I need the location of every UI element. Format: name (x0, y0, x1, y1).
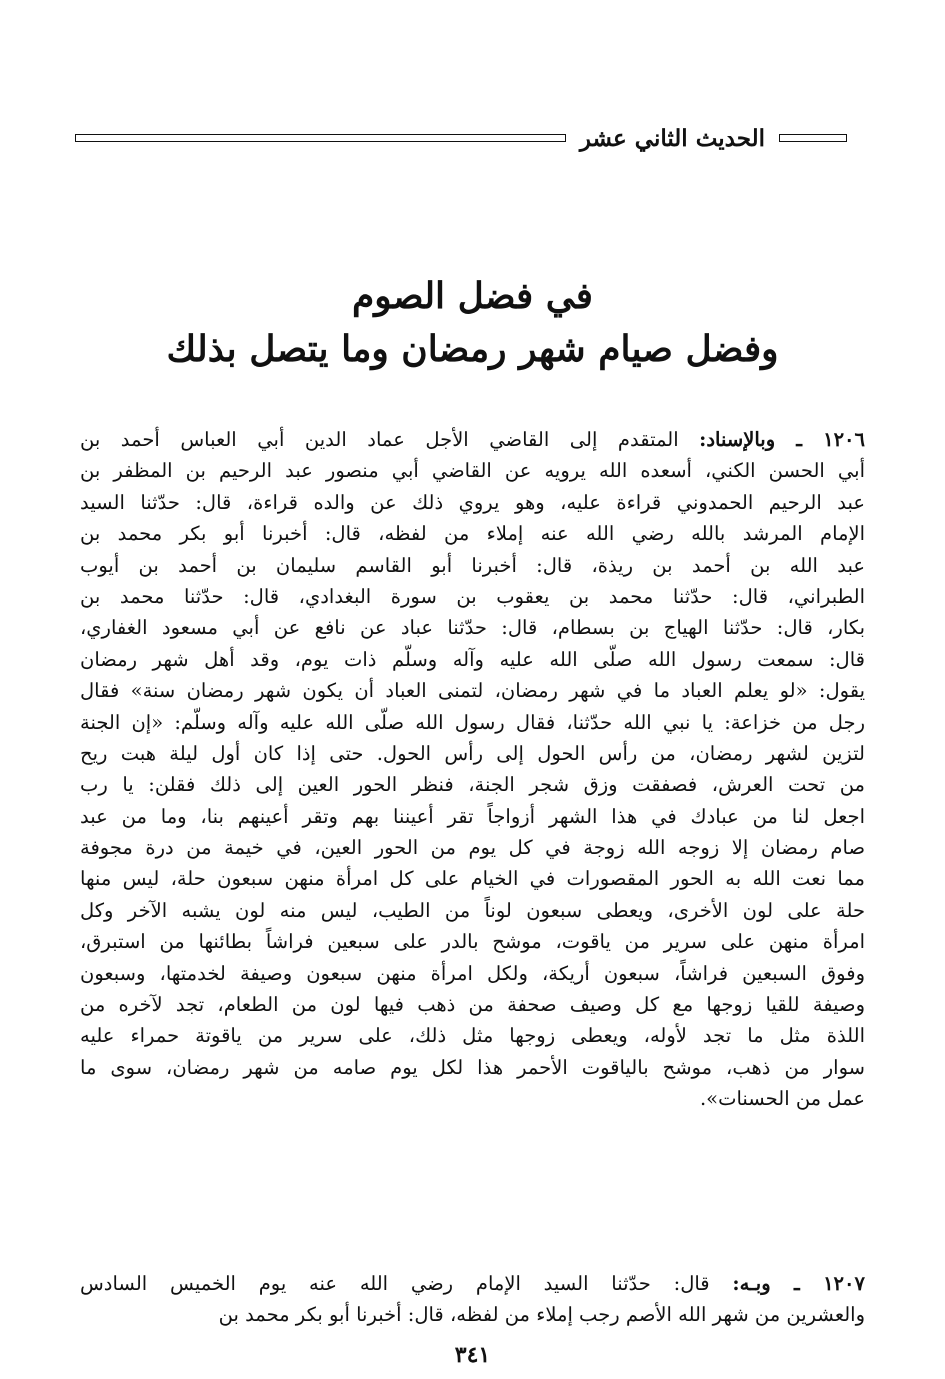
line-text: حلة على لون الأخرى، ويعطى سبعون لوناً من الطيب، ليس منه لون يشبه الآخر وكل (80, 898, 865, 922)
line-text: عبد الرحيم الحمدوني قراءة عليه، وهو يروي ذلك عن والده قراءة، قال: حدّثنا السيد (80, 490, 865, 514)
chapter-title-line-2: وفضل صيام شهر رمضان وما يتصل بذلك (166, 328, 779, 370)
text-line (80, 1083, 865, 1114)
line-text: قال: سمعت رسول الله صلّى الله عليه وآله وسلّم ذات يوم، وقد أهل شهر رمضان (80, 647, 865, 671)
header-rule-right (779, 134, 847, 142)
text-line (80, 1020, 865, 1051)
text-line (80, 769, 865, 800)
running-head-title: الحديث الثاني عشر (579, 124, 765, 152)
line-text: لتزين لشهر رمضان، من رأس الحول إلى رأس الحول. حتى إذا كان أول ليلة هبت ريح (80, 741, 865, 765)
text-line (80, 707, 865, 738)
text-line (80, 989, 865, 1020)
text-line (80, 832, 865, 863)
line-text: عمل من الحسنات». (699, 1087, 865, 1111)
text-line (80, 895, 865, 926)
text-line (80, 424, 865, 455)
line-text: الطبراني، قال: حدّثنا محمد بن يعقوب بن سورة البغدادي، قال: حدّثنا محمد بن (80, 584, 865, 608)
line-text: صام رمضان إلا زوجه الله زوجة في كل يوم من الحور العين، في خيمة من درة مجوفة (80, 836, 865, 860)
line-text: من تحت العرش، فصفقت وزق شجر الجنة، فنظر الحور العين إلى ذلك فقلن: يا رب (80, 773, 865, 797)
text-line (80, 1052, 865, 1083)
line-text: عبد الله بن أحمد بن ريذة، قال: أخبرنا أبو القاسم سليمان بن أحمد بن أيوب (80, 553, 865, 577)
text-line (80, 1268, 865, 1299)
text-line (80, 675, 865, 706)
line-text: والعشرين من شهر الله الأصم رجب إملاء من لفظه، قال: أخبرنا أبو بكر محمد بن (218, 1303, 865, 1327)
line-text: قال: حدّثنا السيد الإمام رضي الله عنه يوم الخميس السادس (80, 1272, 710, 1295)
hadith-number: ١٢٠٧ ـ وبـه: (732, 1272, 865, 1295)
text-line (80, 455, 865, 486)
hadith-1206 (80, 424, 865, 1115)
line-text: اجعل لنا من عبادك في هذا الشهر أزواجاً تقر أعيننا بهم وتقر أعينهم بنا، وما من عبد (80, 804, 865, 828)
text-line (80, 926, 865, 957)
text-line (80, 550, 865, 581)
text-line (80, 1299, 865, 1330)
running-head (75, 118, 847, 158)
line-text: رجل من خزاعة: يا نبي الله حدّثنا، فقال رسول الله صلّى الله عليه وآله وسلّم: «إن الجنة (80, 710, 865, 734)
header-rule-left (75, 134, 566, 142)
line-text: اللذة مثل ما تجد لأوله، ويعطى زوجها مثل ذلك، على سرير من ياقوتة حمراء عليه (80, 1024, 865, 1048)
text-line (80, 644, 865, 675)
line-text: مما نعت الله به الحور المقصورات في الخيام على كل امرأة منهن سبعون حلة، ليس منها (80, 867, 865, 891)
line-text: يقول: «لو يعلم العباد ما في شهر رمضان، لتمنى العباد أن يكون شهر رمضان سنة» فقال (80, 679, 865, 703)
text-line (80, 518, 865, 549)
hadith-1207 (80, 1268, 865, 1331)
line-text: المتقدم إلى القاضي الأجل عماد الدين أبي العباس أحمد بن (80, 428, 679, 451)
page-number: ٣٤١ (454, 1342, 491, 1368)
line-text: سوار من ذهب، موشح بالياقوت الأحمر هذا لكل يوم صامه من شهر رمضان، سوى ما (80, 1055, 865, 1079)
line-text: وفوق السبعين فراشاً، سبعون أريكة، ولكل امرأة منهن سبعون وصيفة لخدمتها، وسبعون (80, 961, 865, 985)
text-line (80, 863, 865, 894)
line-text: امرأة منهن على سرير من ياقوت، موشح بالدر على سبعين فراشاً بطائنها من استبرق، (80, 930, 865, 954)
text-line (80, 801, 865, 832)
text-line (80, 581, 865, 612)
text-line (80, 958, 865, 989)
chapter-title-line-1: في فضل الصوم (351, 275, 594, 317)
text-line (80, 738, 865, 769)
line-text: الإمام المرشد بالله رضي الله عنه إملاء من لفظه، قال: أخبرنا أبو بكر محمد بن (80, 522, 865, 546)
line-text: وصيفة للقيا زوجها مع كل وصيف صحفة من ذهب فيها لون من الطعام، تجد لآخره من (80, 993, 865, 1017)
line-text: بكار، قال: حدّثنا الهياج بن بسطام، قال: حدّثنا عباد عن نافع عن أبي مسعود الغفاري، (80, 616, 865, 640)
line-text: أبي الحسن الكني، أسعده الله يرويه عن القاضي أبي منصور عبد الرحيم بن المظفر بن (80, 459, 865, 483)
hadith-number: ١٢٠٦ ـ وبالإسناد: (699, 428, 865, 451)
text-line (80, 487, 865, 518)
text-line (80, 612, 865, 643)
